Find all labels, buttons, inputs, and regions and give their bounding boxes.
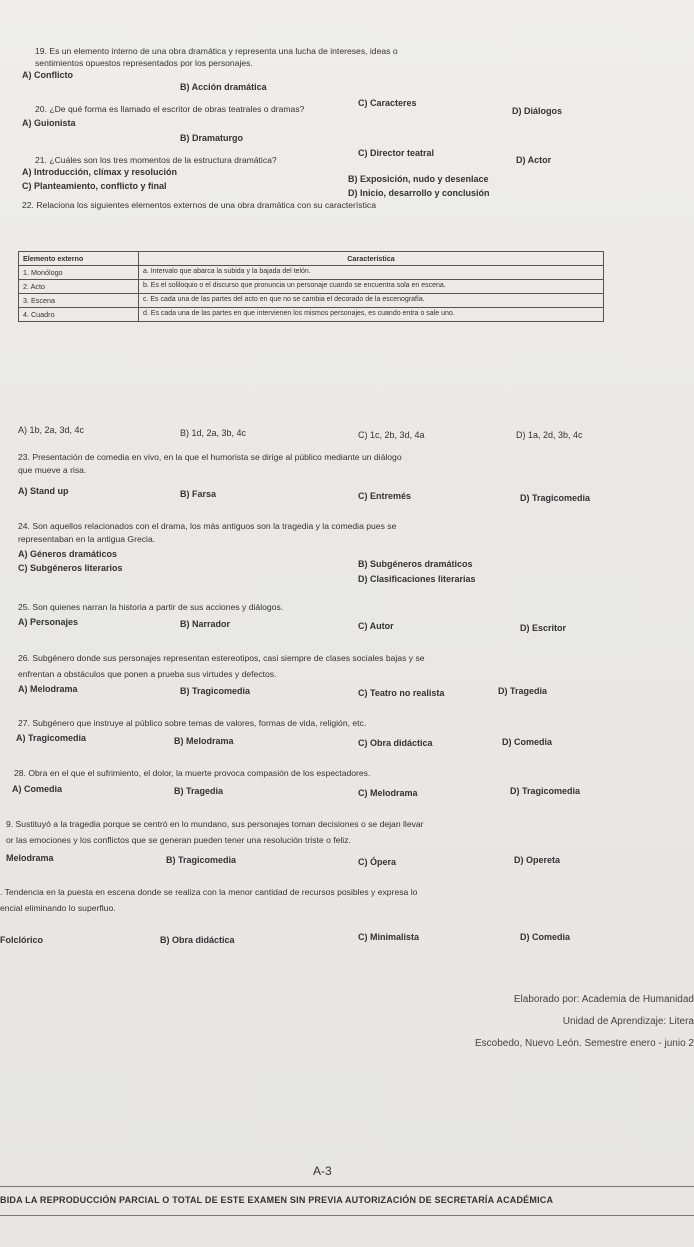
q30-option-c[interactable]: C) Minimalista xyxy=(358,932,420,942)
q27-option-a[interactable]: A) Tragicomedia xyxy=(16,733,87,743)
q29-option-b[interactable]: B) Tragicomedia xyxy=(166,855,237,865)
q19-option-c[interactable]: C) Caracteres xyxy=(358,98,417,108)
q30-option-d[interactable]: D) Comedia xyxy=(520,932,571,942)
table-cell-element: 1. Monólogo xyxy=(19,266,139,280)
q24-option-d[interactable]: D) Clasificaciones literarias xyxy=(358,574,476,584)
question-19-line2: sentimientos opuestos representados por los personajes. xyxy=(35,58,253,68)
question-25-line1: 25. Son quienes narran la historia a partir de sus acciones y diálogos. xyxy=(18,602,284,612)
q28-option-a[interactable]: A) Comedia xyxy=(12,784,63,794)
q19-option-b[interactable]: B) Acción dramática xyxy=(180,82,267,92)
page-number: A-3 xyxy=(313,1164,332,1178)
q20-option-b[interactable]: B) Dramaturgo xyxy=(180,133,244,143)
q29-option-d[interactable]: D) Opereta xyxy=(514,855,561,865)
table-cell-characteristic: d. Es cada una de las partes en que intervienen los mismos personajes, es cuando entra o sale uno. xyxy=(139,308,604,322)
q29-option-c[interactable]: C) Ópera xyxy=(358,857,397,867)
question-20-line1: 20. ¿De qué forma es llamado el escritor de obras teatrales o dramas? xyxy=(35,104,305,114)
q29-option-a[interactable]: Melodrama xyxy=(6,853,54,863)
q20-option-c[interactable]: C) Director teatral xyxy=(358,148,435,158)
question-22-line1: 22. Relaciona los siguientes elementos externos de una obra dramática con su característica xyxy=(22,200,376,210)
q22-option-a[interactable]: A) 1b, 2a, 3d, 4c xyxy=(18,425,85,435)
q27-option-d[interactable]: D) Comedia xyxy=(502,737,553,747)
table-row xyxy=(19,294,604,308)
disclaimer: BIDA LA REPRODUCCIÓN PARCIAL O TOTAL DE ESTE EXAMEN SIN PREVIA AUTORIZACIÓN DE SECRETARÍA ACADÉMICA xyxy=(0,1195,554,1205)
q28-option-b[interactable]: B) Tragedia xyxy=(174,786,224,796)
q27-option-c[interactable]: C) Obra didáctica xyxy=(358,738,433,748)
question-28-line1: 28. Obra en el que el sufrimiento, el dolor, la muerte provoca compasión de los espectadores. xyxy=(14,768,371,778)
question-24-line2: representaban en la antigua Grecia. xyxy=(18,534,156,544)
question-30-line1: . Tendencia en la puesta en escena donde se realiza con la menor cantidad de recursos posibles y expresa lo xyxy=(0,887,418,897)
question-21-line1: 21. ¿Cuáles son los tres momentos de la estructura dramática? xyxy=(35,155,277,165)
q20-option-d[interactable]: D) Actor xyxy=(516,155,552,165)
table-cell-element: 3. Escena xyxy=(19,294,139,308)
q19-option-d[interactable]: D) Diálogos xyxy=(512,106,563,116)
table-row xyxy=(19,308,604,322)
matching-table xyxy=(18,251,604,322)
question-29-line2: or las emociones y los conflictos que se generan pueden tener una resolución triste o feliz. xyxy=(6,835,351,845)
q20-option-a[interactable]: A) Guionista xyxy=(22,118,76,128)
table-header-element: Elemento externo xyxy=(19,252,139,266)
q25-option-a[interactable]: A) Personajes xyxy=(18,617,79,627)
q23-option-a[interactable]: A) Stand up xyxy=(18,486,69,496)
footer-rule-bottom xyxy=(0,1215,694,1216)
q26-option-b[interactable]: B) Tragicomedia xyxy=(180,686,251,696)
q26-option-a[interactable]: A) Melodrama xyxy=(18,684,78,694)
q21-option-c[interactable]: C) Planteamiento, conflicto y final xyxy=(22,181,167,191)
q21-option-d[interactable]: D) Inicio, desarrollo y conclusión xyxy=(348,188,490,198)
table-cell-element: 4. Cuadro xyxy=(19,308,139,322)
question-26-line1: 26. Subgénero donde sus personajes representan estereotipos, casi siempre de clases sociales bajas y se xyxy=(18,653,425,663)
q24-option-a[interactable]: A) Géneros dramáticos xyxy=(18,549,118,559)
q28-option-d[interactable]: D) Tragicomedia xyxy=(510,786,581,796)
q30-option-a[interactable]: Folclórico xyxy=(0,935,44,945)
q22-option-c[interactable]: C) 1c, 2b, 3d, 4a xyxy=(358,430,425,440)
footer-rule-top xyxy=(0,1186,694,1187)
q25-option-b[interactable]: B) Narrador xyxy=(180,619,231,629)
q25-option-c[interactable]: C) Autor xyxy=(358,621,394,631)
q19-option-a[interactable]: A) Conflicto xyxy=(22,70,73,80)
footer-author: Elaborado por: Academia de Humanidad xyxy=(513,994,694,1005)
question-26-line2: enfrentan a obstáculos que ponen a prueba sus virtudes y defectos. xyxy=(18,669,277,679)
question-23-line1: 23. Presentación de comedia en vivo, en la que el humorista se dirige al público mediante un diálogo xyxy=(18,452,402,462)
q26-option-c[interactable]: C) Teatro no realista xyxy=(358,688,445,698)
question-30-line2: encial eliminando lo superfluo. xyxy=(0,903,116,913)
q22-option-b[interactable]: B) 1d, 2a, 3b, 4c xyxy=(180,428,247,438)
question-27-line1: 27. Subgénero que instruye al público sobre temas de valores, formas de vida, religión, etc. xyxy=(18,718,367,728)
q21-option-a[interactable]: A) Introducción, clímax y resolución xyxy=(22,167,178,177)
q28-option-c[interactable]: C) Melodrama xyxy=(358,788,418,798)
table-cell-element: 2. Acto xyxy=(19,280,139,294)
q23-option-d[interactable]: D) Tragicomedia xyxy=(520,493,591,503)
q25-option-d[interactable]: D) Escritor xyxy=(520,623,567,633)
footer-unit: Unidad de Aprendizaje: Litera xyxy=(562,1016,694,1027)
q21-option-b[interactable]: B) Exposición, nudo y desenlace xyxy=(348,174,489,184)
footer-location: Escobedo, Nuevo León. Semestre enero - junio 2 xyxy=(474,1038,694,1049)
q23-option-c[interactable]: C) Entremés xyxy=(358,491,412,501)
table-cell-characteristic: a. Intervalo que abarca la subida y la bajada del telón. xyxy=(139,266,604,280)
q30-option-b[interactable]: B) Obra didáctica xyxy=(160,935,235,945)
q26-option-d[interactable]: D) Tragedia xyxy=(498,686,548,696)
table-cell-characteristic: c. Es cada una de las partes del acto en que no se cambia el decorado de la escenografía. xyxy=(139,294,604,308)
question-23-line2: que mueve a risa. xyxy=(18,465,87,475)
q23-option-b[interactable]: B) Farsa xyxy=(180,489,217,499)
question-19-line1: 19. Es un elemento interno de una obra dramática y representa una lucha de intereses, ideas o xyxy=(35,46,398,56)
table-row xyxy=(19,266,604,280)
q24-option-b[interactable]: B) Subgéneros dramáticos xyxy=(358,559,473,569)
question-29-line1: 9. Sustituyó a la tragedia porque se centró en lo mundano, sus personajes toman decisiones o se dejan llevar xyxy=(6,819,424,829)
question-24-line1: 24. Son aquellos relacionados con el drama, los más antiguos son la tragedia y la comedia pues se xyxy=(18,521,397,531)
q27-option-b[interactable]: B) Melodrama xyxy=(174,736,234,746)
q24-option-c[interactable]: C) Subgéneros literarios xyxy=(18,563,123,573)
q22-option-d[interactable]: D) 1a, 2d, 3b, 4c xyxy=(516,430,583,440)
table-cell-characteristic: b. Es el soliloquio o el discurso que pronuncia un personaje cuando se encuentra sola en escena. xyxy=(139,280,604,294)
table-row xyxy=(19,280,604,294)
table-header-characteristic: Característica xyxy=(139,252,604,266)
